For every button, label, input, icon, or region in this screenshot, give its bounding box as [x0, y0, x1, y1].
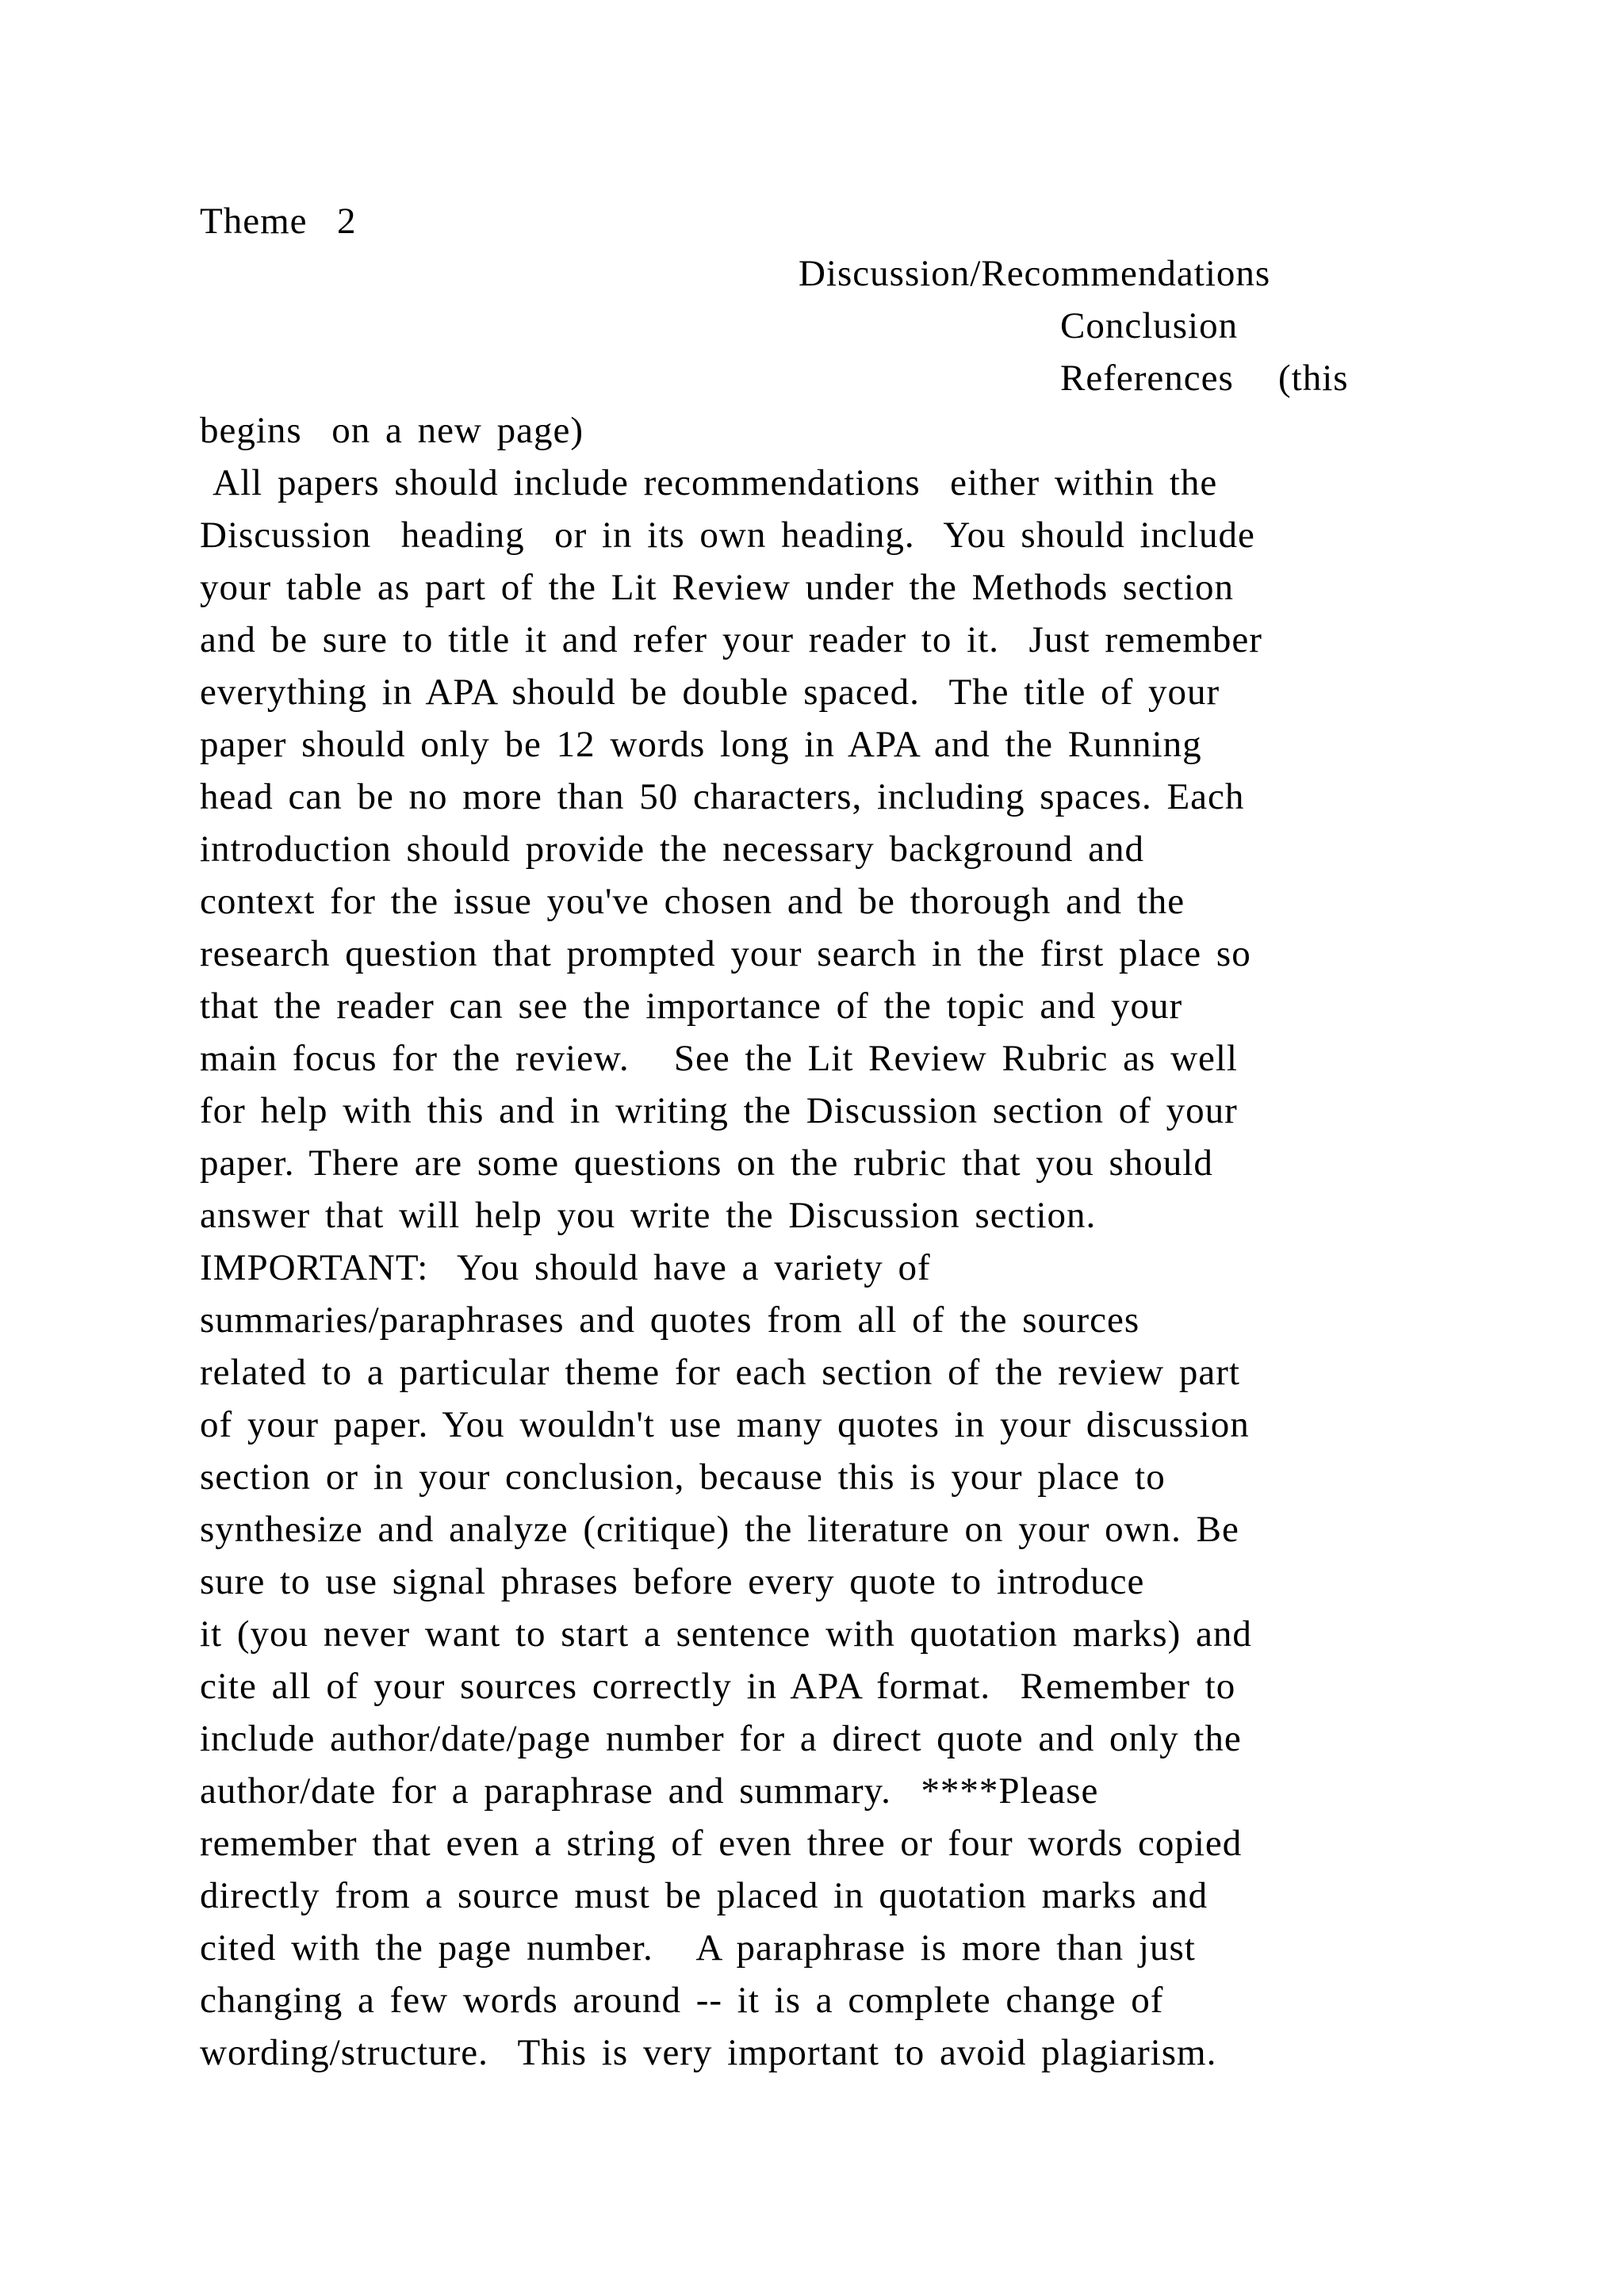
body-line: include author/date/page number for a direct quote and only the — [200, 1718, 1242, 1759]
body-line: related to a particular theme for each section of the review part — [200, 1352, 1240, 1393]
body-line: begins on a new page) — [200, 410, 584, 451]
body-line: head can be no more than 50 characters, including spaces. Each — [200, 776, 1245, 817]
body-line: cite all of your sources correctly in APA format. Remember to — [200, 1666, 1236, 1707]
body-line: synthesize and analyze (critique) the literature on your own. Be — [200, 1509, 1239, 1550]
body-line: author/date for a paraphrase and summary. ****Please — [200, 1770, 1099, 1812]
body-line: IMPORTANT: You should have a variety of — [200, 1247, 931, 1288]
body-line: for help with this and in writing the Discussion section of your — [200, 1090, 1238, 1131]
body-line: All papers should include recommendations either within the — [200, 462, 1218, 503]
body-line: research question that prompted your search in the first place so — [200, 933, 1251, 974]
body-line: paper should only be 12 words long in APA and the Running — [200, 724, 1202, 765]
body-line: context for the issue you've chosen and be thorough and the — [200, 881, 1185, 922]
body-line: answer that will help you write the Discussion section. — [200, 1195, 1097, 1236]
body-line: sure to use signal phrases before every quote to introduce — [200, 1561, 1145, 1602]
conclusion-heading: Conclusion — [1060, 305, 1239, 346]
body-line: everything in APA should be double spaced. The title of your — [200, 672, 1220, 713]
body-line: changing a few words around -- it is a complete change of — [200, 1980, 1164, 2021]
body-line: wording/structure. This is very important to avoid plagiarism. — [200, 2032, 1217, 2073]
body-line: it (you never want to start a sentence with quotation marks) and — [200, 1613, 1252, 1655]
body-line: Discussion heading or in its own heading. You should include — [200, 515, 1255, 556]
body-line: your table as part of the Lit Review under the Methods section — [200, 567, 1234, 608]
body-line: cited with the page number. A paraphrase is more than just — [200, 1927, 1196, 1969]
body-line: main focus for the review. See the Lit Review Rubric as well — [200, 1038, 1238, 1079]
body-line: and be sure to title it and refer your reader to it. Just remember — [200, 619, 1262, 660]
body-line: directly from a source must be placed in quotation marks and — [200, 1875, 1208, 1916]
body-line: section or in your conclusion, because this is your place to — [200, 1456, 1166, 1498]
body-line: remember that even a string of even three or four words copied — [200, 1823, 1243, 1864]
body-line: that the reader can see the importance of the topic and your — [200, 985, 1183, 1027]
theme-heading: Theme 2 — [200, 201, 357, 242]
discussion-heading: Discussion/Recommendations — [799, 253, 1271, 294]
body-line: paper. There are some questions on the rubric that you should — [200, 1142, 1213, 1184]
references-heading: References (this — [1060, 358, 1349, 399]
body-line: introduction should provide the necessary background and — [200, 828, 1144, 870]
body-line: of your paper. You wouldn't use many quotes in your discussion — [200, 1404, 1250, 1445]
body-line: summaries/paraphrases and quotes from all of the sources — [200, 1299, 1140, 1341]
